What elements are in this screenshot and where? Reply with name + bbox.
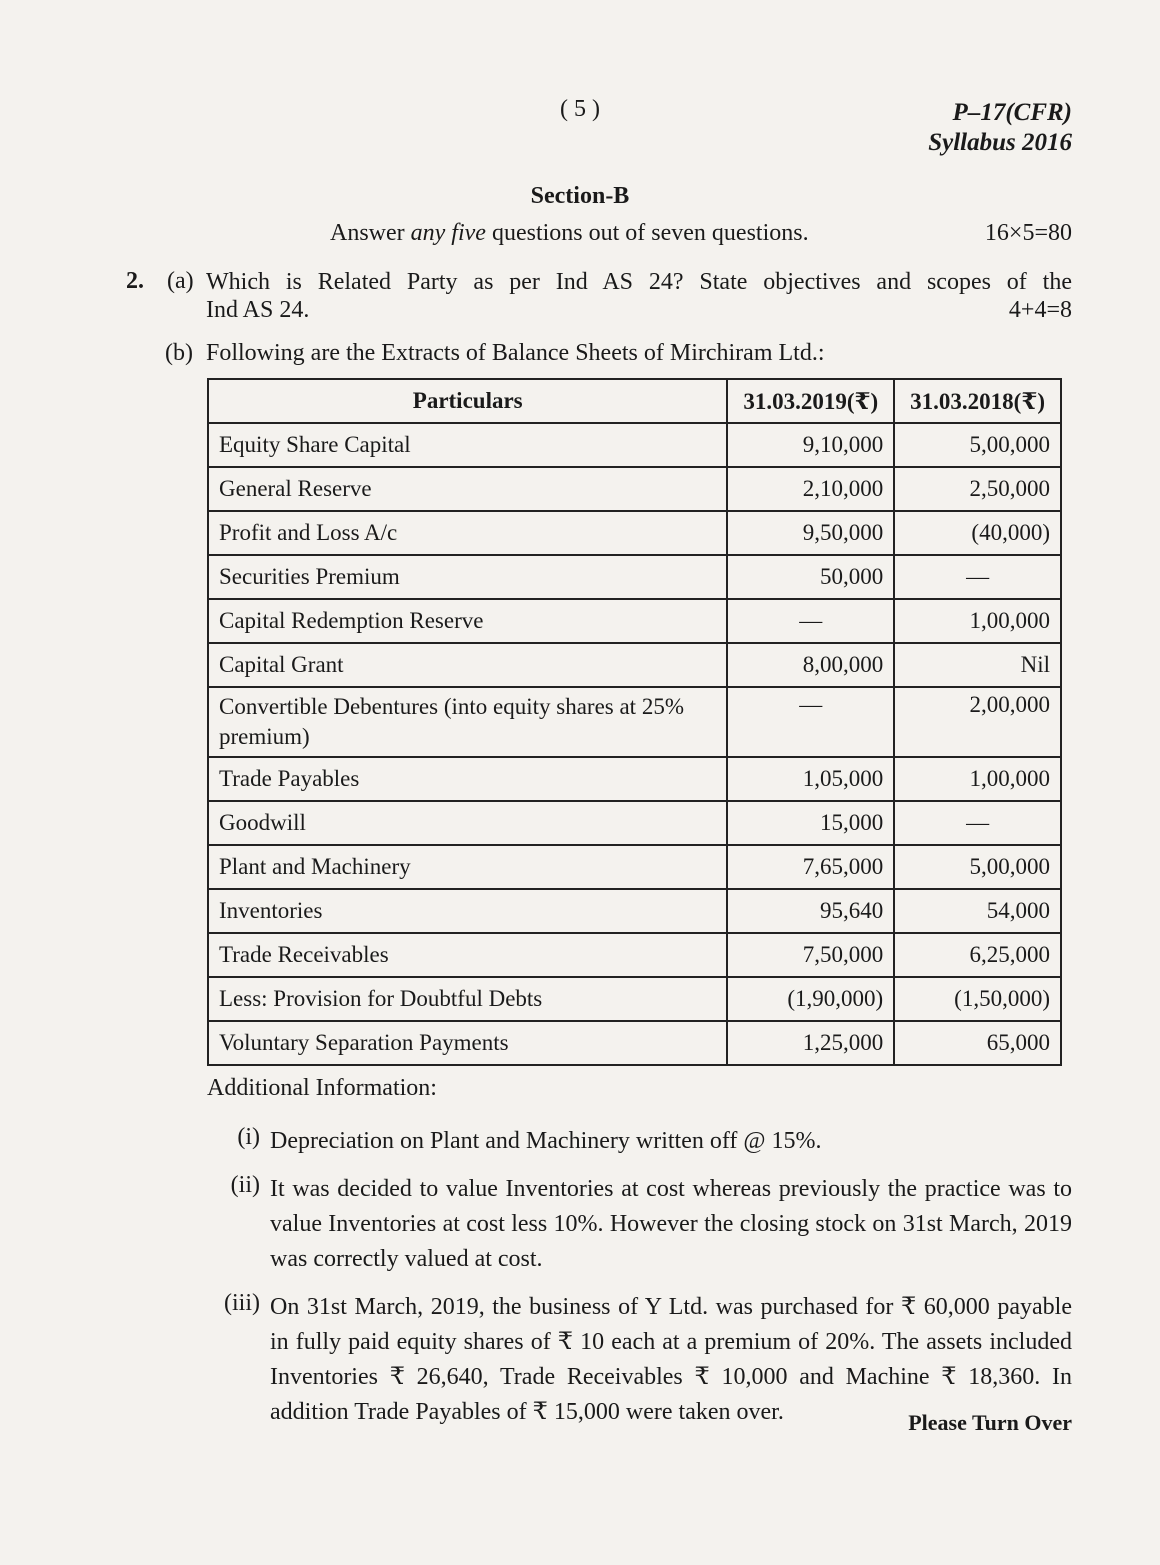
info-item-text: Depreciation on Plant and Machinery written off @ 15%. [270,1128,822,1154]
row-value-2018: 2,50,000 [894,467,1061,511]
row-value-2018: 1,00,000 [894,599,1061,643]
table-row [208,511,1061,555]
info-item-text: It was decided to value Inventories at cost whereas previously the practice was to value Inventories at cost less 10%. However the closing stock on 31st March, 2019 was correctly valued at cost. [270,1176,1072,1272]
info-item-text: On 31st March, 2019, the business of Y Ltd. was purchased for ₹ 60,000 payable in fully paid equity shares of ₹ 10 each at a premium of 20%. The assets included Inventories ₹ 26,640, Trade Receivables ₹ 10,000 and Machine ₹ 18,360. In addition Trade Payables of ₹ 15,000 were taken over. [270,1294,1072,1425]
row-value-2018: — [894,555,1061,599]
part-b-label: (b) [165,340,193,366]
row-particular: Capital Redemption Reserve [208,599,727,643]
row-value-2018: 2,00,000 [894,687,1061,757]
info-item-label: (ii) [230,1172,260,1198]
row-value-2019: 15,000 [727,801,894,845]
row-particular: Trade Receivables [208,933,727,977]
column-header-2019: 31.03.2019(₹) [727,379,894,423]
part-b-text: Following are the Extracts of Balance Sheets of Mirchiram Ltd.: [206,340,825,366]
paper-code: P–17(CFR) [952,99,1072,126]
table-header-row [208,379,1061,423]
row-particular: Plant and Machinery [208,845,727,889]
row-particular: Goodwill [208,801,727,845]
info-item-label: (i) [237,1124,260,1150]
balance-sheet-table [207,378,1062,1066]
table-row [208,757,1061,801]
table-row [208,889,1061,933]
paper-code-block [928,98,1072,158]
question-number: 2. [126,268,144,294]
row-value-2019: 9,50,000 [727,511,894,555]
additional-info-heading: Additional Information: [207,1075,437,1101]
row-particular: Securities Premium [208,555,727,599]
row-particular: General Reserve [208,467,727,511]
table-body [208,423,1061,1065]
column-header-2018: 31.03.2018(₹) [894,379,1061,423]
row-value-2019: 1,25,000 [727,1021,894,1065]
row-particular: Equity Share Capital [208,423,727,467]
table-row [208,467,1061,511]
part-a-marks: 4+4=8 [1008,297,1072,323]
row-particular: Profit and Loss A/c [208,511,727,555]
page-number: ( 5 ) [560,96,600,122]
row-value-2019: (1,90,000) [727,977,894,1021]
instruction-emphasis: any five [410,220,486,246]
row-value-2019: 8,00,000 [727,643,894,687]
row-particular: Voluntary Separation Payments [208,1021,727,1065]
table-row [208,555,1061,599]
part-a-line1: Which is Related Party as per Ind AS 24? State objectives and scopes of the [206,269,1072,295]
row-value-2018: (1,50,000) [894,977,1061,1021]
table-row [208,599,1061,643]
row-value-2019: — [727,599,894,643]
row-value-2018: 1,00,000 [894,757,1061,801]
table-row [208,801,1061,845]
row-particular: Trade Payables [208,757,727,801]
info-item-label: (iii) [224,1290,260,1316]
row-value-2018: 54,000 [894,889,1061,933]
row-value-2018: 5,00,000 [894,423,1061,467]
row-value-2018: — [894,801,1061,845]
section-title: Section-B [530,183,630,209]
row-value-2018: 6,25,000 [894,933,1061,977]
row-particular: Convertible Debentures (into equity shares at 25% premium) [208,687,727,757]
instruction-pre: Answer [330,220,411,246]
section-instruction [330,220,809,247]
row-value-2019: 50,000 [727,555,894,599]
table-row [208,687,1061,757]
row-value-2019: 7,65,000 [727,845,894,889]
row-value-2019: — [727,687,894,757]
row-particular: Capital Grant [208,643,727,687]
part-a-line2: Ind AS 24. [206,297,310,323]
table-row [208,423,1061,467]
instruction-post: questions out of seven questions. [485,220,809,246]
syllabus-label: Syllabus 2016 [928,129,1072,156]
row-value-2019: 7,50,000 [727,933,894,977]
row-value-2018: 5,00,000 [894,845,1061,889]
row-value-2019: 95,640 [727,889,894,933]
part-a-label: (a) [167,268,194,294]
row-value-2018: 65,000 [894,1021,1061,1065]
table-row [208,977,1061,1021]
table-row [208,643,1061,687]
table-row [208,845,1061,889]
table-row [208,1021,1061,1065]
column-header-particulars: Particulars [208,379,727,423]
row-value-2019: 9,10,000 [727,423,894,467]
row-particular: Inventories [208,889,727,933]
row-value-2018: (40,000) [894,511,1061,555]
row-value-2019: 2,10,000 [727,467,894,511]
section-marks: 16×5=80 [984,220,1072,246]
row-value-2018: Nil [894,643,1061,687]
please-turn-over: Please Turn Over [908,1410,1072,1435]
row-value-2019: 1,05,000 [727,757,894,801]
table-row [208,933,1061,977]
row-particular: Less: Provision for Doubtful Debts [208,977,727,1021]
